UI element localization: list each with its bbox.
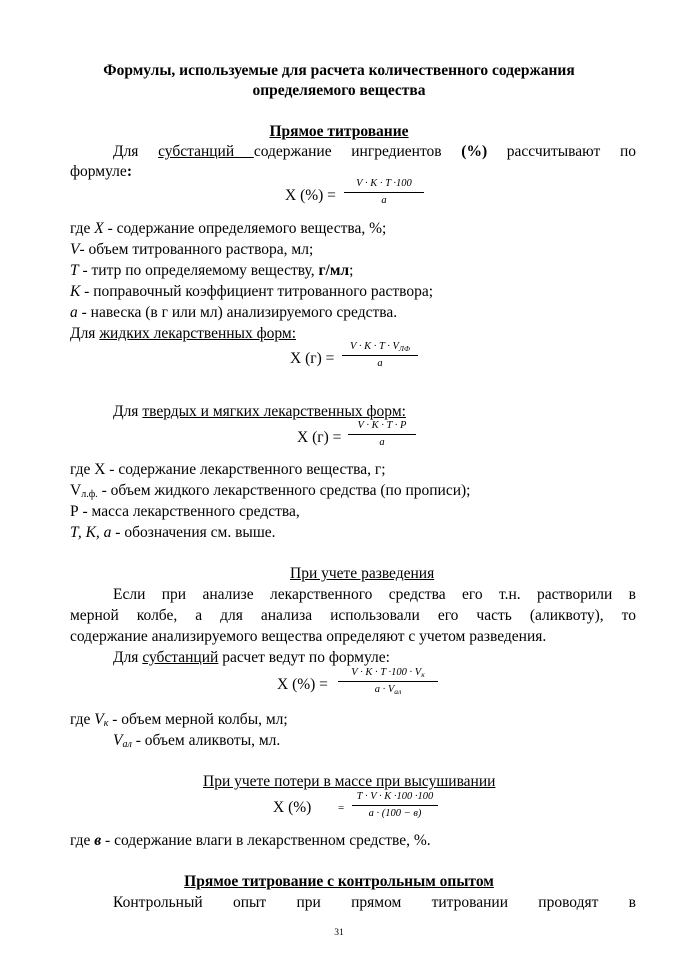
dilution-substances-line [113, 650, 390, 666]
dilution-paragraph-line-3: содержание анализируемого вещества определяют с учетом разведения. [70, 628, 547, 645]
text-fragment: рассчитывают по [487, 143, 637, 160]
subscript: ЛФ [398, 344, 411, 353]
formula-2-numerator [342, 342, 418, 356]
liquid-forms-label [70, 326, 296, 342]
text-fragment: - содержание определяемого вещества, %; [103, 220, 387, 237]
formula-5-equals: = [338, 802, 345, 814]
formula-1-numerator: V · K · T ·100 [344, 179, 424, 193]
text-fragment: V · K · T ·100 · V [351, 667, 422, 678]
text-fragment: - титр по определяемому веществу, [78, 262, 319, 279]
text-fragment: Для [113, 143, 159, 160]
formula-4-denominator [338, 682, 438, 696]
dilution-paragraph-line-1: Если при анализе лекарственного средства его т.н. растворили в [113, 586, 636, 603]
text-fragment: Для [113, 403, 143, 420]
document-title-line-2: определяемого вещества [252, 82, 426, 99]
symbol-v: V [94, 711, 104, 728]
text-fragment: - обозначения см. выше. [111, 524, 276, 541]
section-heading-direct-titration: Прямое титрование [269, 123, 409, 140]
formula-3-denominator: a [379, 436, 385, 448]
bold-unit-g-ml: г/мл [318, 262, 350, 279]
text-fragment: a · V [374, 683, 395, 695]
underlined-term-solid-forms: твердых и мягких лекарственных форм: [142, 403, 406, 420]
text-fragment: где [70, 832, 95, 849]
formula-5-numerator: T · V · K ·100 ·100 [352, 792, 438, 806]
subscript: л.ф. [81, 489, 98, 500]
where-line-v [70, 242, 313, 258]
section-heading-dilution: При учете разведения [290, 565, 435, 582]
section-heading-loss-on-drying: При учете потери в массе при высушивании [203, 773, 496, 790]
symbol-v: V [70, 241, 80, 258]
symbols-t-k-a: Т, К, а [70, 524, 112, 541]
where-line-x [70, 221, 386, 237]
formula-1-lhs: Х (%) = [285, 187, 336, 204]
text-fragment: формуле [70, 163, 127, 180]
paragraph-substances-line-2 [70, 164, 132, 180]
formula-5-fraction [352, 792, 438, 819]
where-line-t [70, 263, 353, 279]
text-fragment: содержание ингредиентов [253, 143, 462, 160]
formula-4-fraction [338, 668, 438, 695]
subscript: к [103, 718, 109, 729]
where-line-k [70, 284, 433, 300]
where-line-p: Р - масса лекарственного средства, [70, 503, 300, 520]
text-fragment: ; [349, 262, 354, 279]
text-fragment: - объем мерной колбы, мл; [108, 711, 288, 728]
bold-unit-percent: (%) [461, 143, 488, 160]
formula-5-denominator: a · (100 − в) [368, 807, 422, 819]
symbol-v-moisture: в [94, 832, 102, 849]
formula-3-numerator: V · K · T · P [348, 421, 416, 435]
page-number: 31 [334, 928, 344, 938]
underlined-term-substances: субстанций [158, 143, 254, 160]
where-line-see-above [70, 525, 276, 541]
text-fragment: - объем жидкого лекарственного средства (по прописи); [97, 482, 471, 499]
formula-4-numerator [338, 668, 438, 682]
symbol-v: V [113, 732, 123, 749]
formula-5-lhs: Х (%) [273, 799, 312, 816]
subscript: к [421, 670, 425, 679]
where-line-v-lf [70, 483, 470, 500]
underlined-term-liquid-forms: жидких лекарственных форм: [99, 325, 297, 342]
bold-colon: : [126, 163, 132, 180]
text-fragment: где [70, 220, 95, 237]
text-fragment: - объем аликвоты, мл. [131, 732, 281, 749]
formula-3-fraction [348, 421, 416, 448]
text-fragment: V · K · T · V [349, 341, 399, 352]
formula-3-lhs: Х (г) = [297, 429, 342, 446]
text-fragment: - поправочный коэффициент титрованного раствора; [80, 283, 434, 300]
text-fragment: Для [70, 325, 100, 342]
subscript: ал [122, 739, 132, 750]
formula-1-denominator: a [381, 194, 387, 206]
where-line-moisture [70, 833, 431, 849]
formula-2-lhs: Х (г) = [290, 350, 335, 367]
dilution-paragraph-line-2: мерной колбе, а для анализа использовали его часть (аликвоту), то [70, 607, 636, 624]
control-experiment-line-1: Контрольный опыт при прямом титровании проводят в [113, 894, 636, 911]
formula-4-lhs: Х (%) = [277, 676, 328, 693]
formula-1-fraction [344, 179, 424, 206]
text-fragment: Для [113, 649, 143, 666]
formula-2-denominator: a [377, 357, 383, 369]
where-line-val [113, 733, 280, 750]
text-fragment: - содержание влаги в лекарственном средстве, %. [101, 832, 431, 849]
symbol-a: а [70, 304, 78, 321]
where-line-a [70, 305, 397, 321]
text-fragment: расчет ведут по формуле: [218, 649, 390, 666]
formula-2-fraction [342, 342, 418, 369]
text-fragment: - навеска (в г или мл) анализируемого средства. [77, 304, 398, 321]
subscript: ал [394, 686, 402, 696]
text-fragment: V [70, 482, 82, 499]
symbol-k: К [70, 283, 81, 300]
where-line-x-g: где Х - содержание лекарственного вещества, г; [70, 461, 386, 478]
paragraph-substances-line-1 [113, 144, 636, 160]
symbol-t: Т [70, 262, 79, 279]
solid-forms-label [113, 404, 406, 420]
symbol-x: Х [94, 220, 104, 237]
text-fragment: где [70, 711, 95, 728]
where-line-vk [70, 712, 288, 729]
document-title-line-1: Формулы, используемые для расчета количественного содержания [103, 62, 575, 79]
section-heading-control-experiment: Прямое титрование с контрольным опытом [184, 873, 494, 890]
underlined-term-substances: субстанций [142, 649, 219, 666]
text-fragment: - объем титрованного раствора, мл; [79, 241, 314, 258]
